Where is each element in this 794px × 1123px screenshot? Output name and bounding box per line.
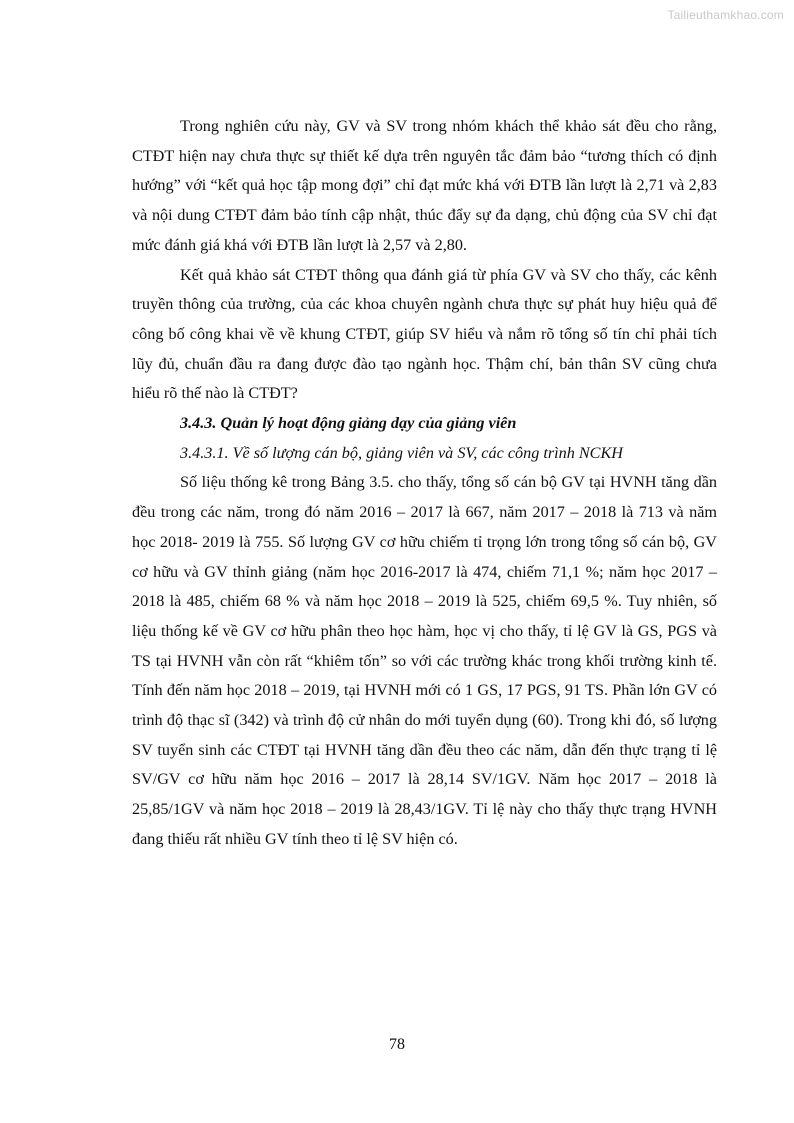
page-body — [132, 112, 717, 855]
paragraph-staff-statistics: Số liệu thống kê trong Bảng 3.5. cho thấy, tổng số cán bộ GV tại HVNH tăng dần đều trong các năm, trong đó năm 2016 – 2017 là 667, năm 2017 – 2018 là 713 và năm học 2018- 2019 là 755. Số lượng GV cơ hữu chiếm tỉ trọng lớn trong tổng số cán bộ, GV cơ hữu và GV thỉnh giảng (năm học 2016-2017 là 474, chiếm 71,1 %; năm học 2017 – 2018 là 485, chiếm 68 % và năm học 2018 – 2019 là 525, chiếm 69,5 %. Tuy nhiên, số liệu thống kế về GV cơ hữu phân theo học hàm, học vị cho thấy, tỉ lệ GV là GS, PGS và TS tại HVNH vẫn còn rất “khiêm tốn” so với các trường khác trong khối trường kinh tế. Tính đến năm học 2018 – 2019, tại HVNH mới có 1 GS, 17 PGS, 91 TS. Phần lớn GV có trình độ thạc sĩ (342) và trình độ cử nhân do mới tuyển dụng (60). Trong khi đó, số lượng SV tuyển sinh các CTĐT tại HVNH tăng dần đều theo các năm, dẫn đến thực trạng tỉ lệ SV/GV cơ hữu năm học 2016 – 2017 là 28,14 SV/1GV. Năm học 2017 – 2018 là 25,85/1GV và năm học 2018 – 2019 là 28,43/1GV. Tỉ lệ này cho thấy thực trạng HVNH đang thiếu rất nhiều GV tính theo tỉ lệ SV hiện có. — [132, 473, 717, 848]
subsection-heading: 3.4.3.1. Về số lượng cán bộ, giảng viên và SV, các công trình NCKH — [180, 443, 623, 462]
paragraph-survey-results: Trong nghiên cứu này, GV và SV trong nhóm khách thể khảo sát đều cho rằng, CTĐT hiện nay chưa thực sự thiết kế dựa trên nguyên tắc đảm bảo “tương thích có định hướng” với “kết quả học tập mong đợi” chỉ đạt mức khá với ĐTB lần lượt là 2,71 và 2,83 và nội dung CTĐT đảm bảo tính cập nhật, thúc đẩy sự đa dạng, chủ động của SV chỉ đạt mức đánh giá khá với ĐTB lần lượt là 2,57 và 2,80. — [132, 117, 717, 254]
section-heading: 3.4.3. Quản lý hoạt động giảng dạy của giảng viên — [180, 414, 517, 433]
site-watermark: Tailieuthamkhao.com — [667, 8, 784, 22]
page-number: 78 — [389, 1036, 405, 1053]
paragraph-communication-channels: Kết quả khảo sát CTĐT thông qua đánh giá từ phía GV và SV cho thấy, các kênh truyền thông của trường, của các khoa chuyên ngành chưa thực sự phát huy hiệu quả để công bố công khai về về khung CTĐT, giúp SV hiểu và nắm rõ tổng số tín chỉ phải tích lũy đủ, chuẩn đầu ra đang được đào tạo ngành học. Thậm chí, bản thân SV cũng chưa hiểu rõ thế nào là CTĐT? — [132, 265, 717, 403]
